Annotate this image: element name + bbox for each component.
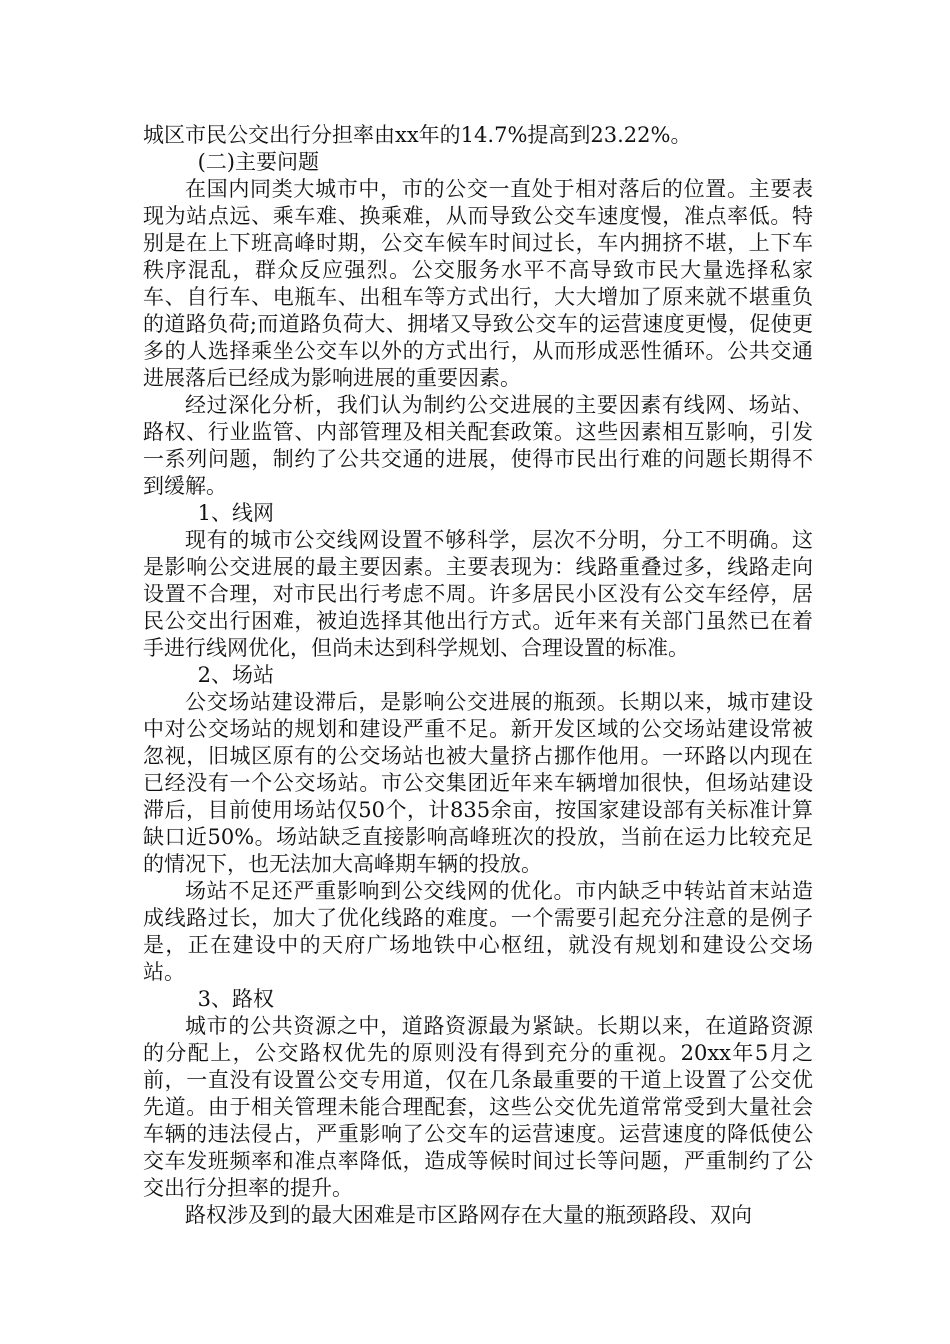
paragraph-problem-overview: 在国内同类大城市中，市的公交一直处于相对落后的位置。主要表现为站点远、乘车难、换乘难，从而导致公交车速度慢，准点率低。特别是在上下班高峰时期，公交车候车时间过长，车内拥挤不堪，上下车秩序混乱，群众反应强烈。公交服务水平不高导致市民大量选择私家车、自行车、电瓶车、出租车等方式出行，大大增加了原来就不堪重负的道路负荷;而道路负荷大、拥堵又导致公交车的运营速度更慢，促使更多的人选择乘坐公交车以外的方式出行，从而形成恶性循环。公共交通进展落后已经成为影响进展的重要因素。 <box>143 177 813 390</box>
section-heading-network: 1、线网 <box>197 501 274 525</box>
paragraph-right-of-way: 城市的公共资源之中，道路资源最为紧缺。长期以来，在道路资源的分配上，公交路权优先的原则没有得到充分的重视。20xx年5月之前，一直没有设置公交专用道，仅在几条最重要的干道上设置了公交优先道。由于相关管理未能合理配套，这些公交优先道常常受到大量社会车辆的违法侵占，严重影响了公交车的运营速度。运营速度的降低使公交车发班频率和准点率降低，造成等候时间过长等问题，严重制约了公交出行分担率的提升。 <box>143 1014 813 1200</box>
paragraph-right-of-way-difficulty: 路权涉及到的最大困难是市区路网存在大量的瓶颈路段、双向 <box>185 1203 752 1227</box>
section-heading-right-of-way: 3、路权 <box>197 987 274 1011</box>
paragraph-stations-impact: 场站不足还严重影响到公交线网的优化。市内缺乏中转站首末站造成线路过长，加大了优化线路的难度。一个需要引起充分注意的是例子是，正在建设中的天府广场地铁中心枢纽，就没有规划和建设公交场站。 <box>143 879 813 984</box>
paragraph-network: 现有的城市公交线网设置不够科学，层次不分明，分工不明确。这是影响公交进展的最主要因素。主要表现为：线路重叠过多，线路走向设置不合理，对市民出行考虑不周。许多居民小区没有公交车经停，居民公交出行困难，被迫选择其他出行方式。近年来有关部门虽然已在着手进行线网优化，但尚未达到科学规划、合理设置的标准。 <box>143 528 813 660</box>
document-body <box>143 122 813 1229</box>
section-heading-stations: 2、场站 <box>197 663 274 687</box>
paragraph-analysis: 经过深化分析，我们认为制约公交进展的主要因素有线网、场站、路权、行业监管、内部管理及相关配套政策。这些因素相互影响，引发一系列问题，制约了公共交通的进展，使得市民出行难的问题长期得不到缓解。 <box>143 393 813 498</box>
section-heading-main-problems: (二)主要问题 <box>197 150 319 174</box>
paragraph-continuation: 城区市民公交出行分担率由xx年的14.7%提高到23.22%。 <box>143 123 692 147</box>
paragraph-stations: 公交场站建设滞后，是影响公交进展的瓶颈。长期以来，城市建设中对公交场站的规划和建设严重不足。新开发区域的公交场站建设常被忽视，旧城区原有的公交场站也被大量挤占挪作他用。一环路以内现在已经没有一个公交场站。市公交集团近年来车辆增加很快，但场站建设滞后，目前使用场站仅50个，计835余亩，按国家建设部有关标准计算缺口近50%。场站缺乏直接影响高峰班次的投放，当前在运力比较充足的情况下，也无法加大高峰期车辆的投放。 <box>143 690 813 876</box>
